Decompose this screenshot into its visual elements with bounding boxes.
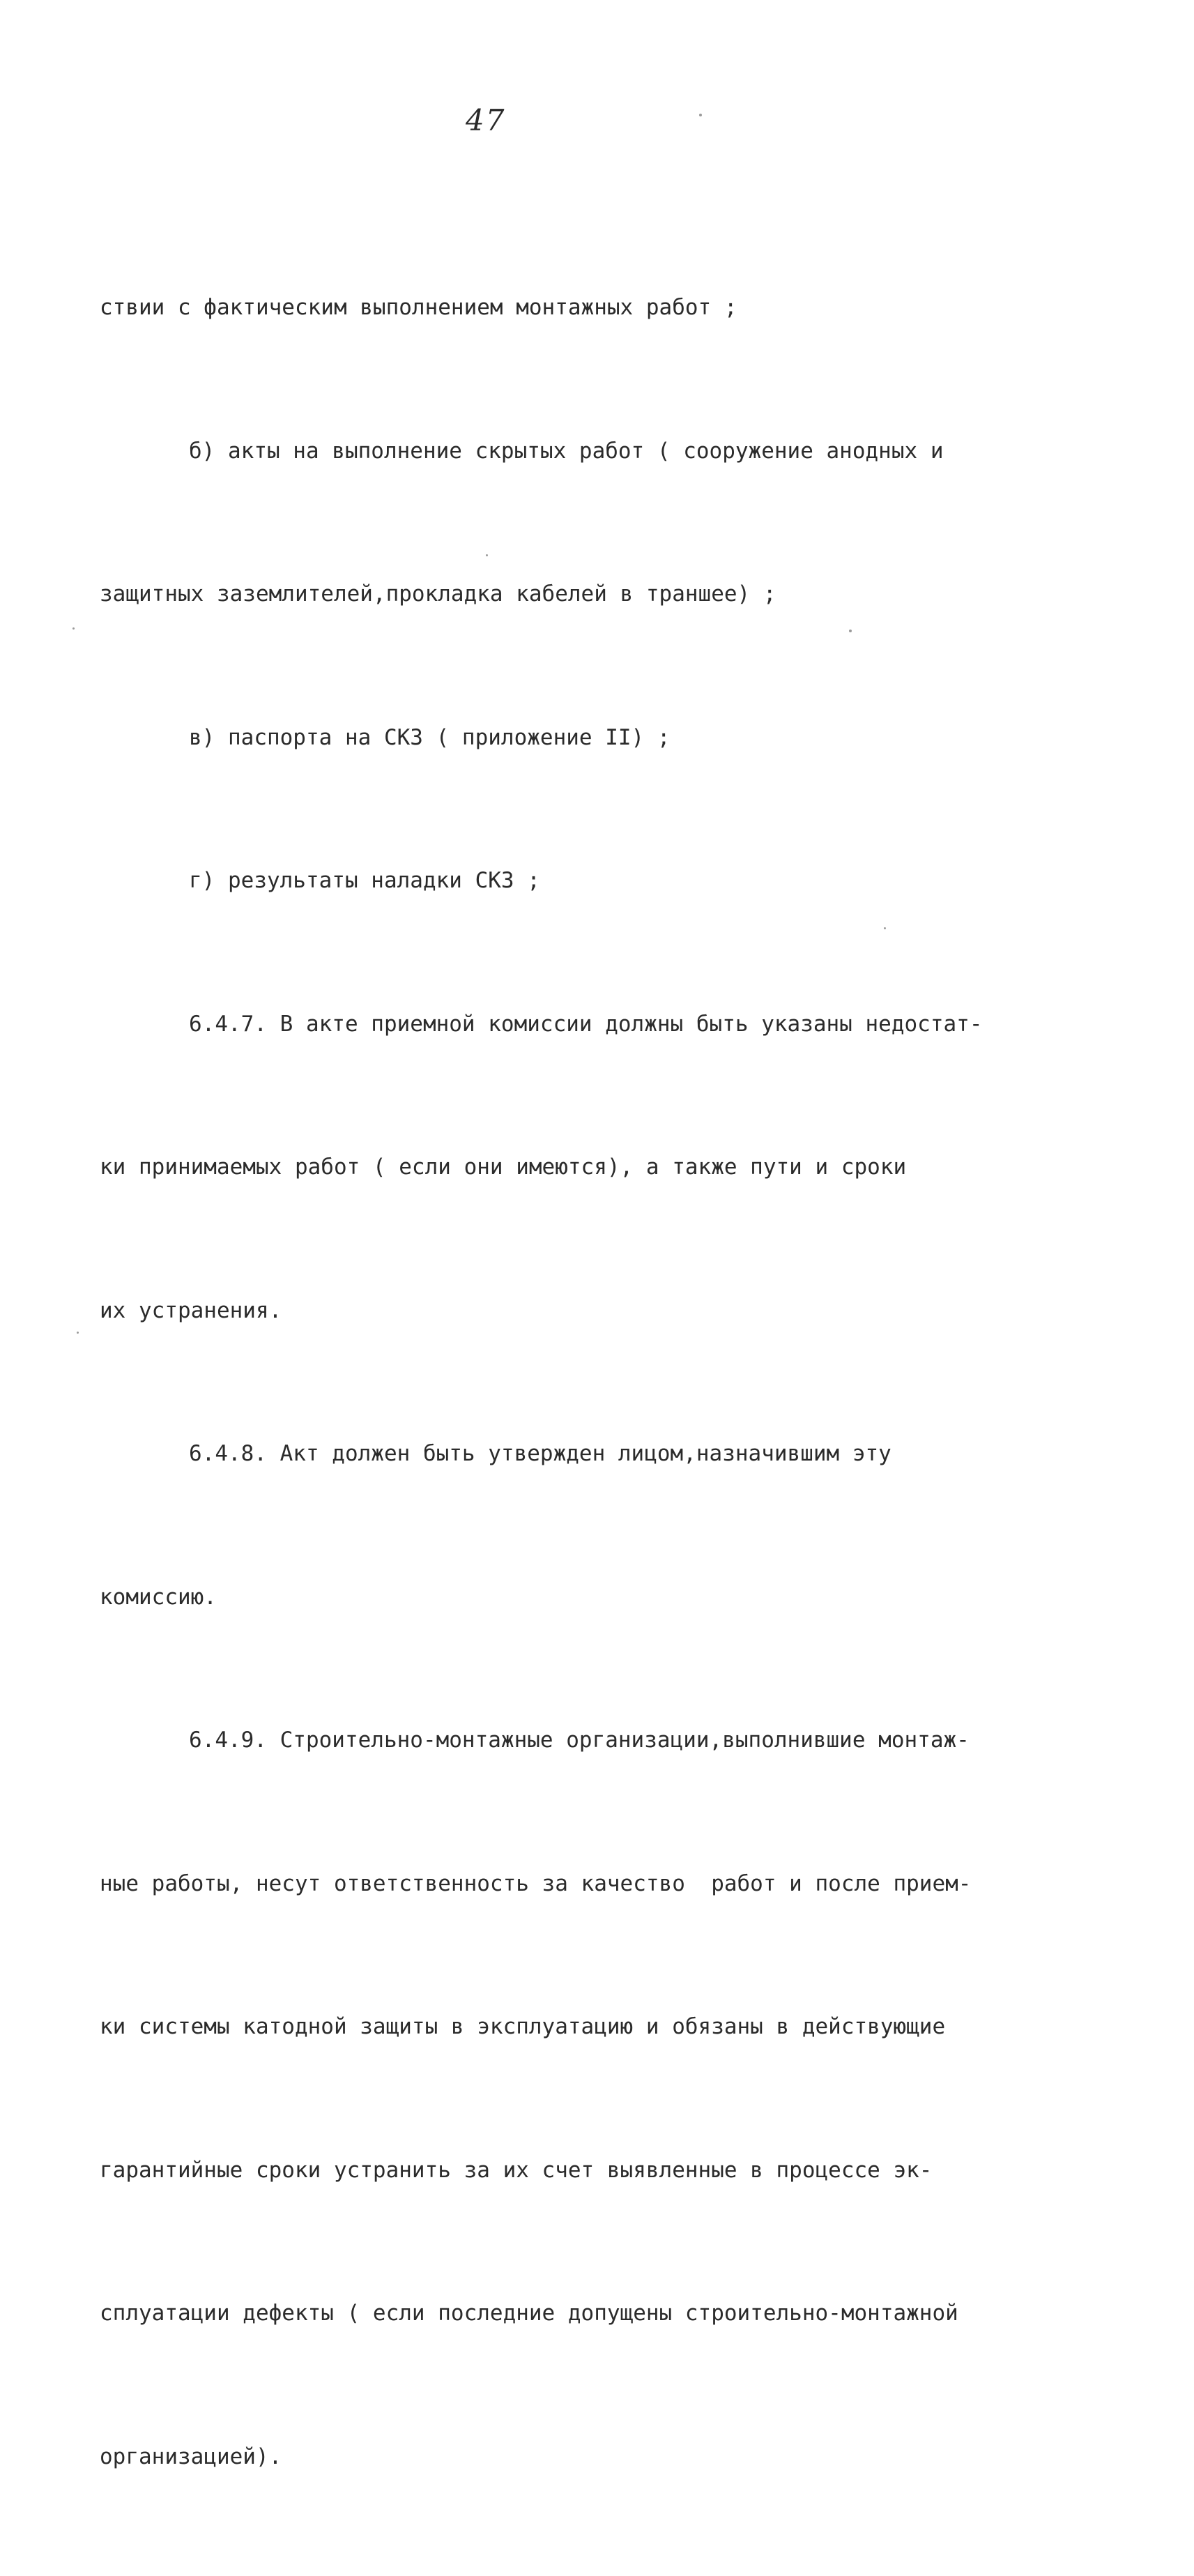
text-line: организацией). — [100, 2444, 282, 2469]
page-number: 47 — [466, 103, 506, 137]
text-line: ные работы, несут ответственность за качество работ и после прием- — [100, 1870, 972, 1896]
scan-speck — [884, 927, 886, 929]
text-line: ки принимаемых работ ( если они имеются), а также пути и сроки — [100, 1154, 907, 1180]
text-line: в) паспорта на СКЗ ( приложение II) ; — [189, 724, 671, 750]
scan-speck — [486, 554, 488, 556]
text-line: гарантийные сроки устранить за их счет выявленные в процессе эк- — [100, 2157, 933, 2183]
text-line: ствии с фактическим выполнением монтажных работ ; — [100, 295, 737, 320]
text-line: 6.4.7. В акте приемной комиссии должны быть указаны недостат- — [189, 1011, 983, 1037]
text-line: сплуатации дефекты ( если последние допущены строительно-монтажной — [100, 2301, 958, 2326]
document-body — [100, 188, 1089, 2576]
text-line: защитных заземлителей,прокладка кабелей в траншее) ; — [100, 581, 776, 607]
text-line: б) акты на выполнение скрытых работ ( сооружение анодных и — [189, 438, 944, 464]
text-line: 6.4.8. Акт должен быть утвержден лицом,назначившим эту — [189, 1441, 891, 1466]
text-line: их устранения. — [100, 1297, 282, 1323]
text-line: комиссию. — [100, 1584, 217, 1610]
text-line: г) результаты наладки СКЗ ; — [189, 868, 540, 893]
scan-speck — [849, 630, 852, 632]
text-line: 6.4.9. Строительно-монтажные организации,выполнившие монтаж- — [189, 1728, 970, 1753]
scan-speck — [77, 1332, 79, 1334]
scan-speck — [699, 114, 702, 116]
text-line: ки системы катодной защиты в эксплуатацию и обязаны в действующие — [100, 2014, 946, 2039]
scan-speck — [72, 627, 75, 630]
